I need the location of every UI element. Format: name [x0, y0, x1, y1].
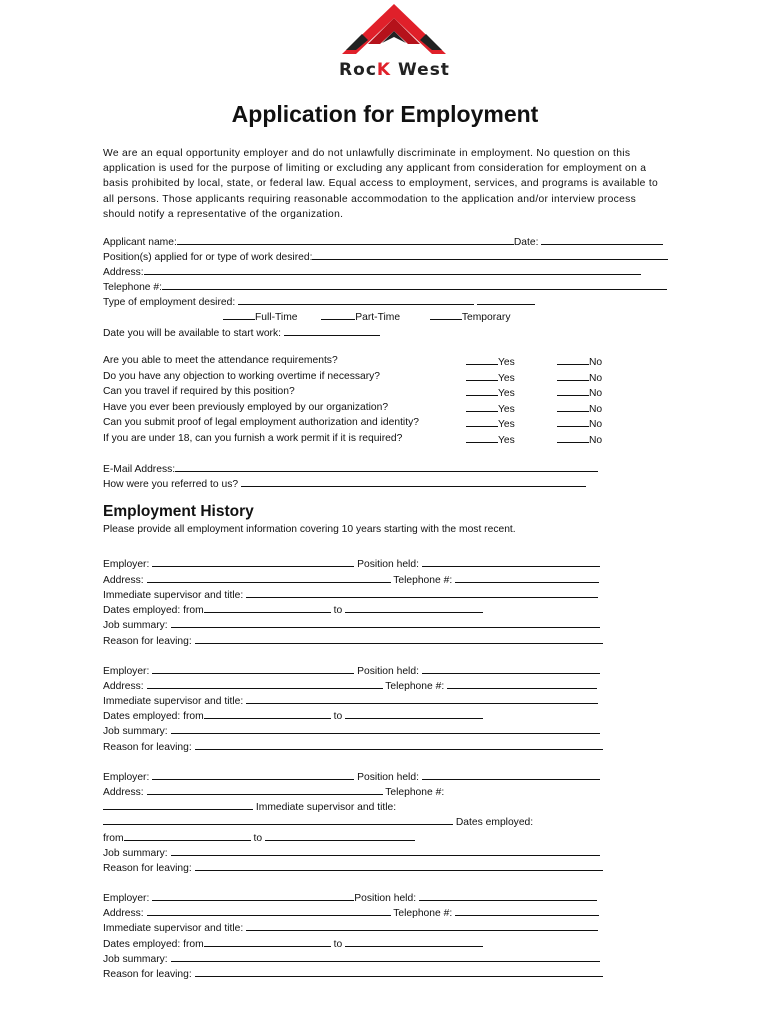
- dates-row: Dates employed: from to: [103, 708, 483, 724]
- intro-paragraph: We are an equal opportunity employer and do not unlawfully discriminate in employment. No question on this application is used for the purpose of limiting or excluding any applicant from consideration for employment on a basis prohibited by local, state, or federal law. Equal access to employment, services, and programs is available to all persons. Those applicants requiring reasonable accommodation to the application and/or interview process should notify a representative of the organization.: [103, 148, 659, 220]
- employer-address-field[interactable]: [147, 678, 383, 689]
- supervisor-row: Immediate supervisor and title:: [103, 920, 598, 936]
- dates-to-field[interactable]: [345, 602, 483, 613]
- yes-option[interactable]: Yes: [466, 385, 515, 401]
- employment-history-heading: Employment History: [103, 503, 254, 520]
- telephone-field[interactable]: [162, 279, 667, 290]
- position-held-field[interactable]: [419, 890, 597, 901]
- question-work-authorization: Can you submit proof of legal employment authorization and identity?: [103, 417, 419, 428]
- employer-address-field[interactable]: [147, 572, 391, 583]
- positions-row: Position(s) applied for or type of work desired:: [103, 249, 668, 265]
- question-overtime: Do you have any objection to working overtime if necessary?: [103, 371, 381, 382]
- start-date-field[interactable]: [284, 325, 380, 336]
- logo-wordmark: RocK West: [339, 60, 450, 80]
- employer-address-row: Address: Telephone #:: [103, 678, 597, 694]
- yes-option[interactable]: Yes: [466, 401, 515, 417]
- employer-row: Employer: Position held:: [103, 769, 600, 785]
- referred-row: How were you referred to us?: [103, 476, 586, 492]
- reason-row: Reason for leaving:: [103, 860, 603, 876]
- reason-field[interactable]: [195, 633, 603, 644]
- applicant-name-field[interactable]: [177, 234, 514, 245]
- reason-row: Reason for leaving:: [103, 739, 603, 755]
- job-summary-field[interactable]: [171, 845, 600, 856]
- job-summary-row: Job summary:: [103, 617, 600, 633]
- yes-option[interactable]: Yes: [466, 416, 515, 432]
- reason-field[interactable]: [195, 966, 603, 977]
- reason-row: Reason for leaving:: [103, 633, 603, 649]
- employer-field[interactable]: [152, 556, 354, 567]
- supervisor-row: Immediate supervisor and title:: [103, 799, 396, 815]
- yes-option[interactable]: Yes: [466, 354, 515, 370]
- employer-row: Employer: Position held:: [103, 556, 600, 572]
- employer-address-field[interactable]: [147, 905, 391, 916]
- dates-row: Dates employed:: [103, 814, 533, 830]
- job-summary-field[interactable]: [171, 723, 600, 734]
- no-option[interactable]: No: [557, 385, 602, 401]
- employer-telephone-field[interactable]: [447, 678, 597, 689]
- reason-field[interactable]: [195, 739, 603, 750]
- reason-field[interactable]: [195, 860, 603, 871]
- employer-field[interactable]: [152, 890, 354, 901]
- supervisor-field[interactable]: [246, 587, 598, 598]
- no-option[interactable]: No: [557, 416, 602, 432]
- applicant-name-row: Applicant name: Date:: [103, 234, 663, 250]
- employer-field[interactable]: [152, 663, 354, 674]
- dates-from-row: from to: [103, 830, 415, 846]
- date-field[interactable]: [541, 234, 663, 245]
- job-summary-row: Job summary:: [103, 723, 600, 739]
- temporary-check[interactable]: [430, 309, 462, 320]
- supervisor-field[interactable]: [103, 814, 453, 825]
- employer-field[interactable]: [152, 769, 354, 780]
- dates-from-field[interactable]: [124, 830, 251, 841]
- email-row: E-Mail Address:: [103, 461, 598, 477]
- referred-field[interactable]: [241, 476, 586, 487]
- reason-row: Reason for leaving:: [103, 966, 603, 982]
- dates-row: Dates employed: from to: [103, 936, 483, 952]
- employer-row: Employer: Position held:: [103, 663, 600, 679]
- question-attendance: Are you able to meet the attendance requirements?: [103, 355, 338, 366]
- page-title: Application for Employment: [231, 101, 539, 127]
- address-field[interactable]: [144, 264, 641, 275]
- employer-telephone-field[interactable]: [455, 905, 599, 916]
- employer-address-field[interactable]: [147, 784, 383, 795]
- employment-history-instructions: Please provide all employment information covering 10 years starting with the most recent.: [103, 524, 516, 535]
- email-field[interactable]: [175, 461, 598, 472]
- no-option[interactable]: No: [557, 401, 602, 417]
- question-work-permit: If you are under 18, can you furnish a work permit if it is required?: [103, 433, 403, 444]
- employer-address-row: Address: Telephone #:: [103, 905, 599, 921]
- job-summary-field[interactable]: [171, 951, 600, 962]
- employment-type-row: Type of employment desired:: [103, 294, 535, 310]
- position-held-field[interactable]: [422, 663, 600, 674]
- question-previous-employment: Have you ever been previously employed by our organization?: [103, 402, 389, 413]
- positions-field[interactable]: [312, 249, 668, 260]
- telephone-row: Telephone #:: [103, 279, 667, 295]
- start-date-row: Date you will be available to start work:: [103, 325, 380, 341]
- dates-to-field[interactable]: [345, 936, 483, 947]
- job-summary-row: Job summary:: [103, 845, 600, 861]
- supervisor-row: Immediate supervisor and title:: [103, 693, 598, 709]
- job-summary-row: Job summary:: [103, 951, 600, 967]
- no-option[interactable]: No: [557, 354, 602, 370]
- full-time-check[interactable]: [223, 309, 255, 320]
- employer-telephone-field[interactable]: [455, 572, 599, 583]
- employer-row: Employer: Position held:: [103, 890, 597, 906]
- dates-from-field[interactable]: [204, 602, 331, 613]
- yes-option[interactable]: Yes: [466, 370, 515, 386]
- employment-type-field[interactable]: [238, 294, 474, 305]
- supervisor-field[interactable]: [246, 920, 598, 931]
- dates-row: Dates employed: from to: [103, 602, 483, 618]
- dates-from-field[interactable]: [204, 936, 331, 947]
- company-logo: [312, 4, 477, 80]
- yes-option[interactable]: Yes: [466, 432, 515, 448]
- supervisor-field[interactable]: [246, 693, 598, 704]
- part-time-check[interactable]: [321, 309, 355, 320]
- position-held-field[interactable]: [422, 556, 600, 567]
- dates-to-field[interactable]: [265, 830, 415, 841]
- employer-address-row: Address: Telephone #:: [103, 784, 444, 800]
- supervisor-row: Immediate supervisor and title:: [103, 587, 598, 603]
- position-held-field[interactable]: [422, 769, 600, 780]
- dates-to-field[interactable]: [345, 708, 483, 719]
- no-option[interactable]: No: [557, 432, 602, 448]
- dates-from-field[interactable]: [204, 708, 331, 719]
- employer-address-row: Address: Telephone #:: [103, 572, 599, 588]
- no-option[interactable]: No: [557, 370, 602, 386]
- question-travel: Can you travel if required by this position?: [103, 386, 295, 397]
- employer-telephone-field[interactable]: [103, 799, 253, 810]
- logo-mark-icon: [342, 4, 446, 60]
- address-row: Address:: [103, 264, 641, 280]
- employment-type-options: Full-Time Part-Time Temporary: [223, 309, 510, 325]
- job-summary-field[interactable]: [171, 617, 600, 628]
